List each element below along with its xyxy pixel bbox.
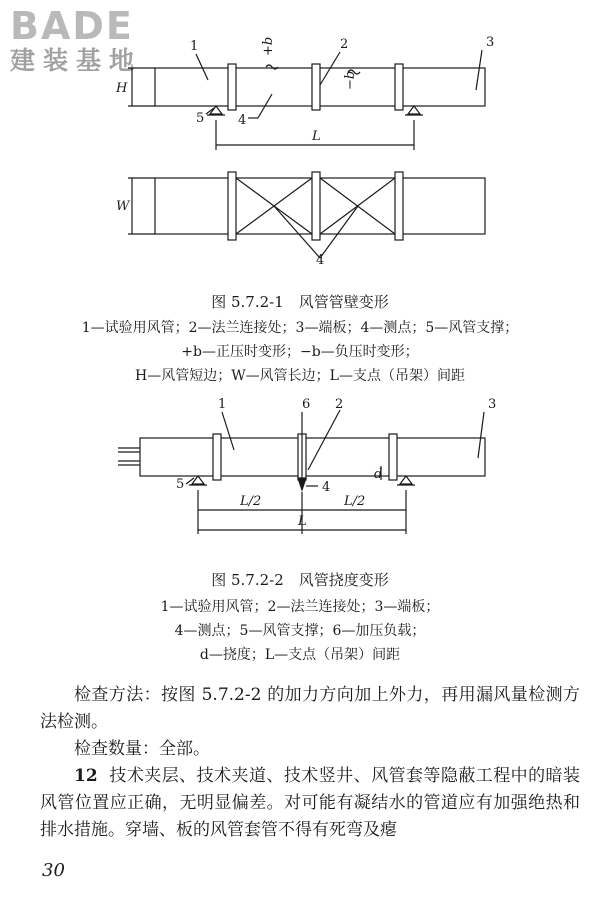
fig2-label-L: L [298,514,307,529]
fig1-label-3: 3 [486,35,495,50]
fig2-label-6: 6 [302,397,311,412]
page-number: 30 [42,860,65,881]
figure-5-7-2-2-diagram [0,395,600,560]
fig1-label-4: 4 [238,113,247,128]
figure1-caption: 图 5.7.2-1 风管管壁变形 [211,293,389,311]
fig1-label-4-top: 4 [316,253,325,268]
figure-5-7-2-1-diagram [0,22,600,297]
check-quantity-paragraph [40,736,580,763]
figure1-legend-line-1: 1—试验用风管；2—法兰连接处；3—端板；4—测点；5—风管支撑； [81,320,519,336]
support-2-left [192,476,204,484]
support-2-right [400,476,412,484]
flange-1 [228,64,236,110]
support-right [408,106,420,114]
check-method-paragraph [40,682,580,736]
fig2-label-2: 2 [335,397,344,412]
duct-deflection-view [140,438,485,476]
check-method-text: 检查方法：按图 5.7.2-2 的加力方向加上外力，再用漏风量检测方法检测。 [40,685,580,732]
fig1-label-W: W [116,199,130,214]
fig1-label-neg-b: −b [343,70,358,90]
logo-subtitle: 建装基地 [10,46,143,75]
flange-2 [312,64,320,110]
item-12-paragraph [40,763,580,844]
fig1-label-L: L [312,129,321,144]
fig2-label-3: 3 [488,397,497,412]
fig2-label-L-half-left: L/2 [240,494,262,509]
item-12-number: 12 [74,766,98,786]
fig1-label-2: 2 [340,37,349,52]
check-quantity-text: 检查数量：全部。 [74,739,210,759]
fig1-label-pos-b: +b [261,36,276,56]
figure2-legend-line-2: 4—测点；5—风管支撑；6—加压负载； [174,623,426,639]
fig2-label-1: 1 [218,397,227,412]
fig2-label-d: d [374,467,383,482]
figure2-legend-line-3: d—挠度；L—支点（吊架）间距 [199,647,401,663]
item-12-text: 技术夹层、技术夹道、技术竖井、风管套等隐蔽工程中的暗装风管位置应正确，无明显偏差。对可能有凝结水的管道应有加强绝热和排水措施。穿墙、板的风管套管不得有死弯及瘪 [40,766,580,840]
flange-3 [395,64,403,110]
fig2-label-5: 5 [176,477,185,492]
logo-brand: BADE [10,4,134,48]
fig1-label-5: 5 [196,111,205,126]
figure2-legend-line-1: 1—试验用风管；2—法兰连接处；3—端板； [160,599,440,615]
fig1-label-H: H [116,81,128,96]
fig2-label-4: 4 [322,480,331,495]
figure1-legend-line-3: H—风管短边；W—风管长边；L—支点（吊架）间距 [135,368,465,384]
flange-2-3 [389,434,397,480]
figure1-legend-line-2: +b—正压时变形；−b—负压时变形； [181,344,419,360]
flange-2-1 [213,434,221,480]
figure2-caption: 图 5.7.2-2 风管挠度变形 [211,571,389,589]
fig2-label-L-half-right: L/2 [344,494,366,509]
fig1-label-1: 1 [190,39,199,54]
